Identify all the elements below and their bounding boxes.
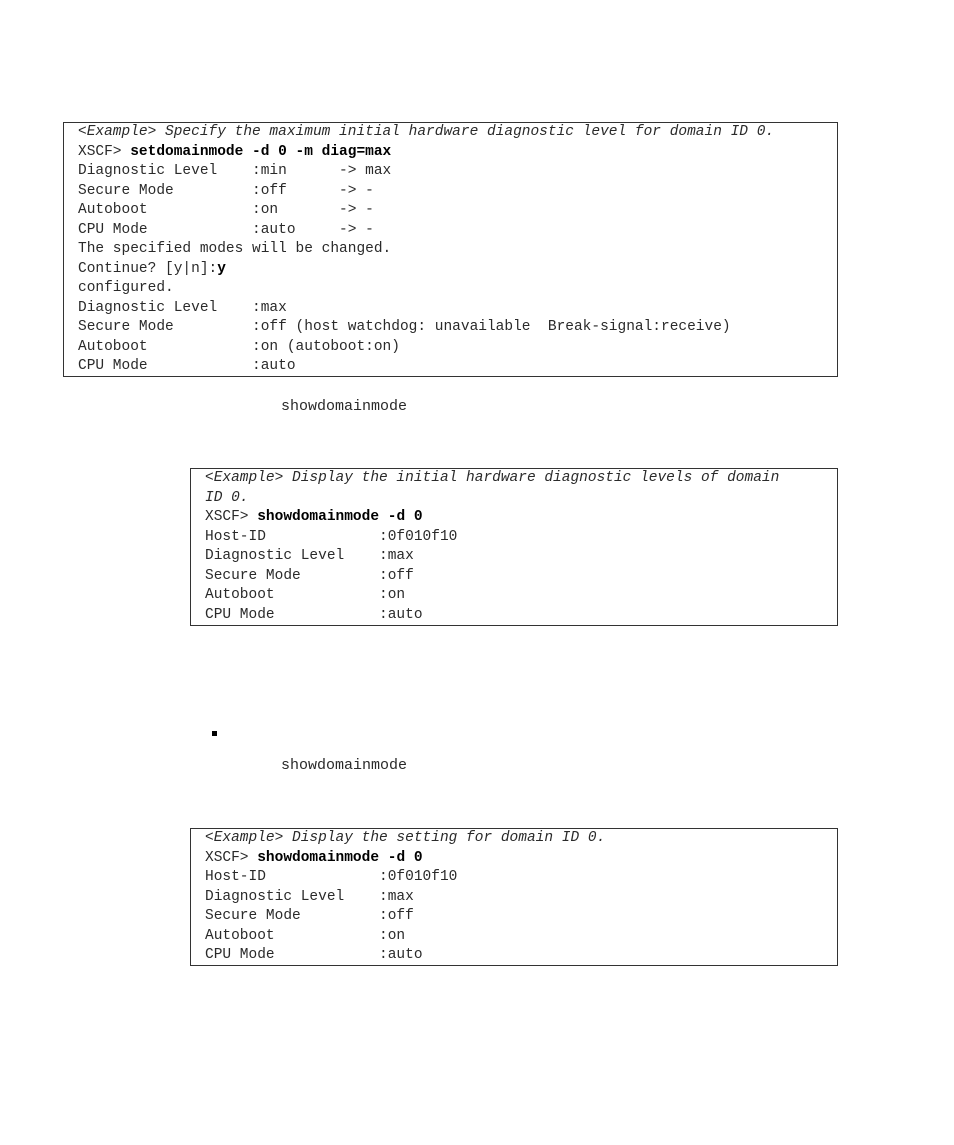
output-line: CPU Mode :auto	[205, 947, 423, 963]
code-example-showdomainmode-levels	[190, 468, 838, 626]
output-line: Host-ID :0f010f10	[205, 869, 458, 885]
output-line: Diagnostic Level :max	[78, 299, 287, 316]
example-caption: <Example> Display the initial hardware diagnostic levels of domain	[205, 470, 780, 486]
output-line: Host-ID :0f010f10	[205, 528, 458, 545]
confirm-answer: y	[217, 260, 226, 277]
output-line: Secure Mode :off	[205, 908, 414, 924]
output-line: Autoboot :on	[205, 927, 406, 944]
prompt: XSCF>	[205, 509, 258, 525]
command: setdomainmode -d 0 -m diag=max	[130, 143, 392, 160]
command-name-label: showdomainmode	[281, 757, 408, 774]
command: showdomainmode -d 0	[257, 509, 423, 525]
command: showdomainmode -d 0	[257, 849, 423, 866]
output-line: Diagnostic Level :max	[205, 548, 414, 564]
output-line: CPU Mode :auto -> -	[78, 221, 374, 238]
command-line	[205, 508, 837, 528]
output-line: CPU Mode :auto	[205, 606, 423, 623]
output-line: Diagnostic Level :max	[205, 888, 414, 905]
command-name-label: showdomainmode	[281, 398, 408, 415]
output-line: The specified modes will be changed.	[78, 241, 392, 257]
output-line: Autoboot :on	[205, 587, 406, 603]
output-line: Autoboot :on -> -	[78, 202, 374, 218]
confirm-prompt: Continue? [y|n]:	[78, 260, 218, 277]
prompt: XSCF>	[205, 849, 258, 866]
example-caption-cont: ID 0.	[205, 489, 249, 506]
prompt: XSCF>	[78, 143, 131, 160]
output-line: Secure Mode :off (host watchdog: unavailable Break-signal:receive)	[78, 319, 731, 335]
output-line: Secure Mode :off	[205, 567, 414, 584]
example-caption: <Example> Specify the maximum initial hardware diagnostic level for domain ID 0.	[78, 124, 775, 140]
confirm-line	[78, 260, 837, 280]
output-line: Autoboot :on (autoboot:on)	[78, 338, 400, 355]
example-caption: <Example> Display the setting for domain ID 0.	[205, 830, 606, 846]
command-line	[78, 143, 837, 163]
output-line: CPU Mode :auto	[78, 358, 296, 374]
code-example-showdomainmode-setting	[190, 828, 838, 966]
output-line: Secure Mode :off -> -	[78, 182, 374, 199]
output-line: configured.	[78, 280, 174, 296]
command-line	[205, 849, 837, 869]
output-line: Diagnostic Level :min -> max	[78, 163, 392, 179]
code-example-setdomainmode	[63, 122, 838, 377]
bullet-marker	[212, 731, 217, 736]
